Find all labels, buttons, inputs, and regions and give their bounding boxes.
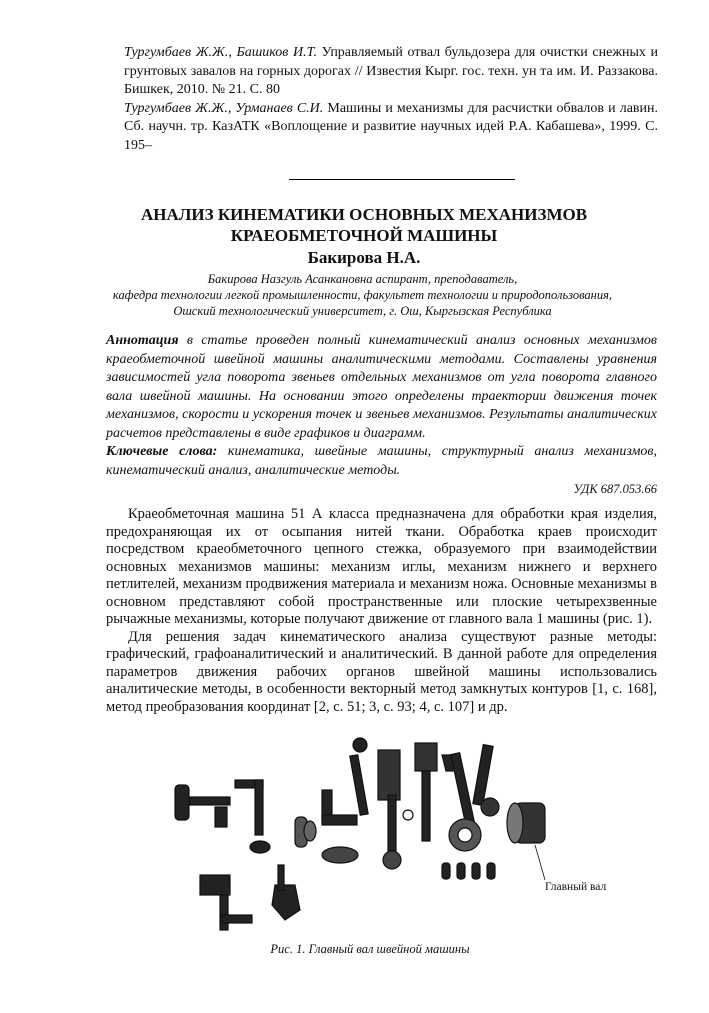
shaft-part — [190, 797, 230, 805]
reference-list — [124, 44, 658, 155]
sleeve-part — [487, 863, 495, 879]
pin-part — [403, 810, 413, 820]
reference-item — [124, 44, 658, 100]
pulley-face — [507, 803, 523, 843]
affiliation-line3: Ошский технологический университет, г. Ош, Кыргызская Республика — [173, 304, 552, 318]
figure-caption: Рис. 1. Главный вал швейной машины — [270, 942, 470, 956]
article-author: Бакирова Н.А. — [307, 248, 421, 267]
rod-part — [255, 780, 263, 835]
bracket-part — [272, 885, 300, 920]
keywords — [106, 443, 657, 480]
affiliation-line2: кафедра технологии легкой промышленности, факультет технологии и природопользования, — [112, 288, 613, 302]
abstract-label: Аннотация — [106, 333, 179, 348]
abstract-text: в статье проведен полный кинематический анализ основных механизмов краеобметочной швейной машины аналитическими методами. Составлены уравнения зависимостей угла поворота звеньев отдельных механизмов от угла поворота главного вала швейной машины. На основании этого определены траектории движения точек механизмов, скорости и ускорения точек и звеньев механизмов. Результаты аналитических расчетов представлены в виде графиков и диаграмм. — [106, 333, 657, 441]
rod-head — [481, 798, 499, 816]
connecting-rod — [350, 755, 368, 815]
housing-part — [378, 750, 400, 800]
eccentric-part — [322, 847, 358, 863]
bearing-bore — [458, 828, 472, 842]
connecting-rod — [473, 745, 493, 806]
fork-part — [415, 743, 437, 771]
reference-text: Машины и механизмы для расчистки обвалов и лавин. Сб. научн. тр. КазАТК «Воплощение и развитие научных идей Р.А. Кабашева», 1999. С. 195– — [124, 100, 658, 153]
washer-part — [304, 821, 316, 841]
rod-head — [353, 738, 367, 752]
sleeve-part — [442, 863, 450, 879]
reference-item — [124, 100, 658, 156]
body-text — [106, 506, 657, 716]
abstract — [106, 332, 657, 443]
udk-code: УДК 687.053.66 — [573, 482, 657, 496]
article-title-line1: АНАЛИЗ КИНЕМАТИКИ ОСНОВНЫХ МЕХАНИЗМОВ — [140, 205, 588, 224]
bracket-part — [215, 807, 227, 827]
reference-authors: Тургумбаев Ж.Ж., Башиков И.Т. — [124, 45, 318, 60]
keywords-label: Ключевые слова: — [106, 444, 218, 459]
bushing-part — [250, 841, 270, 853]
rod-part — [388, 795, 396, 855]
affiliation-line1: Бакирова Назгуль Асанкановна аспирант, преподаватель, — [207, 272, 518, 286]
main-shaft-figure — [160, 735, 590, 950]
lever-part — [322, 815, 357, 825]
sleeve-part — [472, 863, 480, 879]
rod-head — [383, 851, 401, 869]
rod-part — [422, 771, 430, 841]
keywords-text: кинематика, швейные машины, структурный анализ механизмов, кинематический анализ, аналитические методы. — [106, 444, 657, 478]
reference-authors: Тургумбаев Ж.Ж., Урманаев С.И. — [124, 100, 324, 116]
rod-part — [278, 865, 284, 890]
foot-part — [222, 915, 252, 923]
paragraph: Краеобметочная машина 51 А класса предназначена для обработки края изделия, предохраняющая их от осыпания нитей ткани. Обработка краев происходит посредством краеобметочного цепного стежка, образуемого при взаимодействии основных механизмов машины: механизм иглы, механизм нижнего и верхнего петлителей, механизм продвижения материала и механизм ножа. Основные механизмы в основном представляют собой пространственные или плоские четырехзвенные рычажные механизмы, которые получают движение от главного вала 1 машины (рис. 1). — [106, 506, 657, 627]
leader-line — [535, 845, 545, 880]
article-title-line2: КРАЕОБМЕТОЧНОЙ МАШИНЫ — [230, 226, 498, 245]
connecting-rod — [451, 753, 474, 823]
base-part — [200, 875, 230, 895]
figure-label: Главный вал — [545, 881, 607, 893]
reference-text: Управляемый отвал бульдозера для очистки снежных и грунтовых завалов на горных дорогах // Известия Кырг. гос. техн. ун та им. И. Раззакова. Бишкек, 2010. № 21. С. 80 — [124, 45, 658, 97]
separator-line — [289, 179, 515, 180]
crank-part — [175, 785, 189, 820]
sleeve-part — [457, 863, 465, 879]
rod-part — [220, 895, 228, 930]
abstract-block — [106, 332, 657, 480]
paragraph: Для решения задач кинематического анализа существуют разные методы: графический, графоаналитический и аналитический. В данной работе для определения параметров движения рабочих органов швейной машины использовались аналитические методы, в особенности векторный метод замкнутых контуров [1, с. 168], метод преобразования координат [2, с. 51; 3, с. 93; 4, с. 107] и др. — [106, 628, 657, 715]
